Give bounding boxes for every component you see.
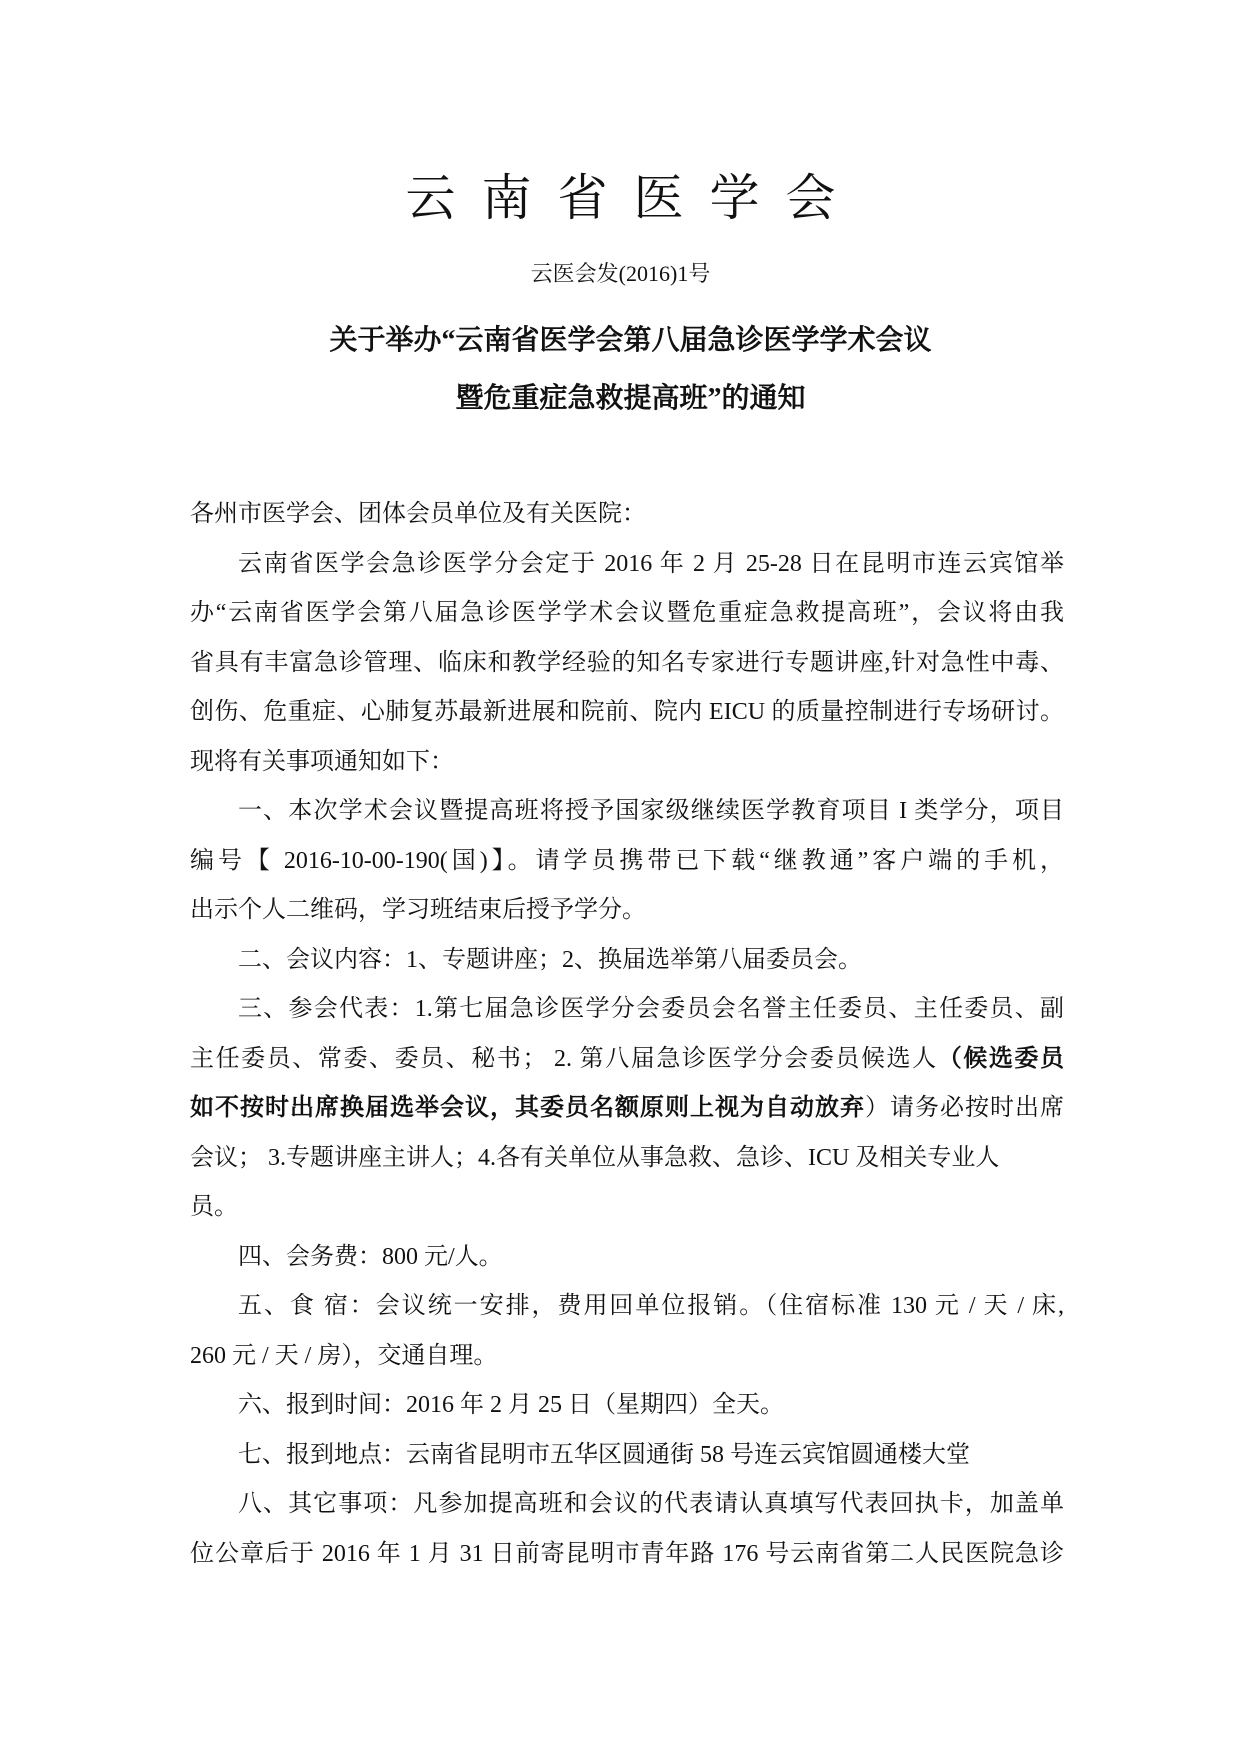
text-segment: 六、报到时间：2016 年 2 月 25 日（星期四）全天。 — [238, 1392, 784, 1418]
text-segment: 四、会务费：800 元/人。 — [238, 1243, 503, 1270]
text-segment: 二、会议内容：1、专题讲座；2、换届选举第八届委员会。 — [238, 946, 862, 973]
text-segment: 主任委员、常委、委员、秘书； 2. 第八届急诊医学分会委员候选人 — [190, 1045, 938, 1072]
body-line — [190, 540, 1064, 590]
bold-text-segment: （候选委员 — [937, 1045, 1064, 1072]
body-line — [190, 639, 1064, 689]
body-line — [190, 490, 1064, 540]
text-segment: 各州市医学会、团体会员单位及有关医院： — [190, 501, 646, 527]
body-line — [190, 1233, 1064, 1283]
text-segment: ）请务必按时出席 — [865, 1095, 1064, 1121]
body-line — [190, 688, 1064, 738]
text-segment: 八、其它事项：凡参加提高班和会议的代表请认真填写代表回执卡，加盖单 — [238, 1491, 1064, 1517]
text-segment: 七、报到地点：云南省昆明市五华区圆通街 58 号连云宾馆圆通楼大堂 — [238, 1441, 970, 1468]
bold-text-segment: 如不按时出席换届选举会议，其委员名额原则上视为自动放弃 — [190, 1095, 865, 1121]
text-segment: 云南省医学会急诊医学分会定于 2016 年 2 月 25-28 日在昆明市连云宾馆举 — [238, 550, 1064, 577]
text-segment: 位公章后于 2016 年 1 月 31 日前寄昆明市青年路 176 号云南省第二人民医院急诊 — [190, 1540, 1064, 1567]
body-line — [190, 1282, 1064, 1332]
body-line — [190, 1431, 1064, 1481]
body-line — [190, 1480, 1064, 1530]
body-line — [190, 1332, 1064, 1382]
body-line — [190, 1134, 1064, 1184]
text-segment: 五、食 宿：会议统一安排，费用回单位报销。（住宿标准 130 元 / 天 / 床, — [238, 1293, 1064, 1319]
text-segment: 出示个人二维码，学习班结束后授予学分。 — [190, 897, 646, 923]
body-line — [190, 1530, 1064, 1580]
notice-body — [190, 490, 1064, 1579]
body-line — [190, 738, 1064, 788]
body-line — [190, 1035, 1064, 1085]
organization-title: 云南省医学会 — [405, 170, 862, 226]
body-line — [190, 1183, 1064, 1233]
notice-heading-line-2: 暨危重症急救提高班”的通知 — [455, 383, 806, 414]
text-segment: 办“云南省医学会第八届急诊医学学术会议暨危重症急救提高班”，会议将由我 — [190, 600, 1064, 626]
text-segment: 现将有关事项通知如下： — [190, 748, 454, 775]
text-segment: 会议； 3.专题讲座主讲人；4.各有关单位从事急救、急诊、ICU 及相关专业人 — [190, 1144, 1000, 1171]
text-segment: 一、本次学术会议暨提高班将授予国家级继续医学教育项目 I 类学分，项目 — [238, 798, 1064, 824]
text-segment: 员。 — [190, 1194, 238, 1220]
body-line — [190, 837, 1064, 887]
body-line — [190, 886, 1064, 936]
body-line — [190, 985, 1064, 1035]
body-line — [190, 1381, 1064, 1431]
text-segment: 编号【 2016-10-00-190(国)】。请学员携带已下载“继教通”客户端的手机， — [190, 847, 1064, 874]
text-segment: 三、参会代表：1.第七届急诊医学分会委员会名誉主任委员、主任委员、副 — [238, 996, 1064, 1022]
text-segment: 260 元 / 天 / 房），交通自理。 — [190, 1342, 498, 1369]
text-segment: 创伤、危重症、心肺复苏最新进展和院前、院内 EICU 的质量控制进行专场研讨。 — [190, 699, 1064, 725]
notice-heading-line-1: 关于举办“云南省医学会第八届急诊医学学术会议 — [329, 325, 932, 356]
body-line — [190, 936, 1064, 986]
document-number: 云医会发(2016)1号 — [530, 261, 711, 286]
body-line — [190, 787, 1064, 837]
body-line — [190, 1084, 1064, 1134]
text-segment: 省具有丰富急诊管理、临床和教学经验的知名专家进行专题讲座,针对急性中毒、 — [190, 649, 1064, 676]
body-line — [190, 589, 1064, 639]
